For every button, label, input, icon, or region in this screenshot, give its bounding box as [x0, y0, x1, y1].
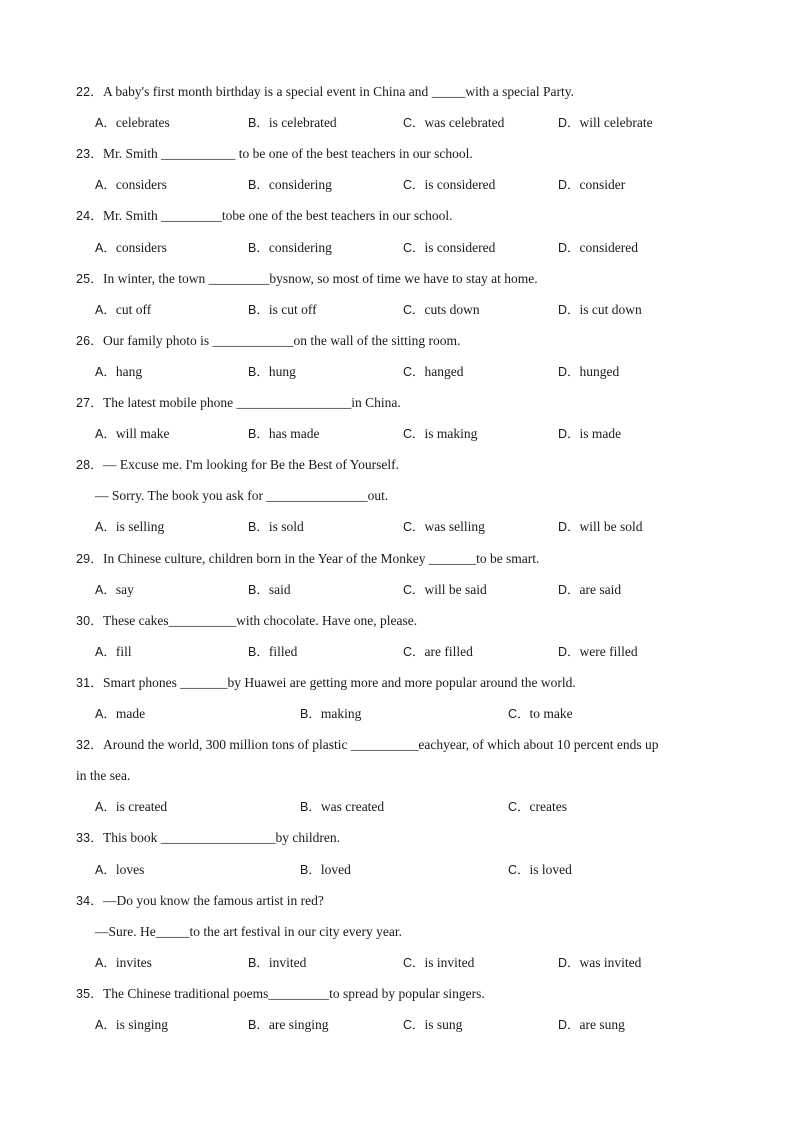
question-text: These cakes__________with chocolate. Have one, please.: [103, 612, 418, 628]
option-text: hanged: [424, 363, 464, 379]
answer-option[interactable]: [248, 114, 337, 132]
option-letter: B．: [248, 955, 269, 970]
option-letter: B．: [248, 427, 269, 442]
option-letter: C．: [403, 1018, 425, 1032]
option-text: is cut down: [579, 301, 642, 317]
option-text: are filled: [424, 643, 473, 659]
question-number: 33．: [76, 831, 104, 846]
option-text: is made: [579, 426, 622, 442]
answer-option[interactable]: [558, 363, 619, 381]
option-letter: A．: [95, 364, 116, 379]
question-stem: [76, 736, 658, 754]
option-text: was selling: [424, 519, 485, 535]
answer-option[interactable]: [95, 954, 152, 972]
option-letter: A．: [95, 707, 116, 721]
option-letter: B．: [248, 116, 269, 131]
option-text: considers: [115, 177, 167, 193]
answer-option[interactable]: [248, 425, 319, 443]
option-letter: B．: [248, 1018, 269, 1032]
answer-option[interactable]: [248, 363, 296, 381]
question-text: Mr. Smith ___________ to be one of the best teachers in our school.: [103, 146, 473, 162]
option-text: will be said: [424, 581, 487, 597]
option-text: is created: [115, 799, 168, 815]
question-text: Our family photo is ____________on the wall of the sitting room.: [103, 332, 461, 348]
option-letter: A．: [95, 302, 116, 317]
answer-option[interactable]: [95, 581, 134, 599]
question-number: 32．: [76, 738, 104, 753]
option-text: celebrates: [115, 115, 170, 131]
option-letter: A．: [95, 955, 116, 970]
option-letter: B．: [248, 364, 269, 379]
answer-option[interactable]: [558, 301, 642, 319]
question-text: — Excuse me. I'm looking for Be the Best of Yourself.: [103, 457, 400, 473]
question-text: Around the world, 300 million tons of plastic __________eachyear, of which about 10 percent ends up: [103, 737, 659, 753]
option-letter: A．: [95, 582, 116, 597]
option-letter: C．: [403, 582, 425, 597]
option-letter: C．: [403, 302, 425, 317]
option-text: say: [115, 581, 134, 597]
option-text: invites: [115, 954, 152, 970]
option-letter: C．: [403, 178, 425, 193]
option-letter: C．: [508, 707, 530, 721]
question-text: Mr. Smith _________tobe one of the best teachers in our school.: [103, 208, 453, 224]
question-number: 29．: [76, 551, 104, 566]
option-letter: A．: [95, 427, 116, 442]
answer-option[interactable]: [248, 1016, 328, 1034]
answer-option[interactable]: [248, 518, 304, 536]
option-text: is sung: [424, 1017, 463, 1032]
option-letter: B．: [248, 302, 269, 317]
question-stem: [76, 829, 340, 847]
answer-option[interactable]: [95, 363, 142, 381]
option-text: hang: [115, 363, 143, 379]
answer-option[interactable]: [95, 301, 151, 319]
option-text: considering: [268, 177, 332, 193]
option-text: invited: [268, 954, 307, 970]
answer-option[interactable]: [95, 518, 164, 536]
option-letter: C．: [403, 116, 425, 131]
answer-option[interactable]: [95, 1016, 168, 1034]
option-text: is invited: [424, 954, 475, 970]
option-letter: A．: [95, 644, 116, 659]
answer-option[interactable]: [95, 643, 132, 661]
question-stem: [76, 270, 538, 288]
answer-option[interactable]: [248, 176, 332, 194]
question-number: 27．: [76, 396, 104, 410]
option-letter: C．: [403, 427, 425, 442]
option-text: considered: [579, 239, 639, 255]
option-text: is considered: [424, 239, 496, 255]
option-letter: C．: [403, 240, 425, 255]
option-text: hung: [268, 363, 296, 379]
option-text: filled: [268, 643, 298, 659]
option-text: is considered: [424, 177, 496, 193]
answer-option[interactable]: [508, 705, 573, 723]
option-letter: D．: [558, 178, 580, 193]
answer-option[interactable]: [95, 425, 169, 443]
option-text: is sold: [268, 519, 304, 535]
answer-option[interactable]: [95, 861, 144, 879]
option-letter: D．: [558, 302, 580, 317]
option-text: were filled: [579, 643, 638, 659]
answer-option[interactable]: [95, 239, 167, 257]
option-letter: B．: [300, 800, 321, 815]
answer-option[interactable]: [300, 705, 361, 723]
question-number: 30．: [76, 613, 104, 628]
answer-option[interactable]: [248, 239, 332, 257]
option-letter: A．: [95, 116, 116, 131]
question-continuation: in the sea.: [76, 768, 131, 784]
question-stem: [76, 892, 324, 910]
option-letter: B．: [300, 707, 321, 721]
answer-option[interactable]: [95, 705, 145, 723]
option-text: will be sold: [579, 519, 643, 535]
question-stem: [76, 145, 473, 163]
option-text: considers: [115, 239, 167, 255]
option-letter: D．: [558, 582, 580, 597]
answer-option[interactable]: [558, 954, 641, 972]
option-letter: D．: [558, 427, 580, 442]
option-letter: C．: [508, 800, 530, 815]
question-number: 25．: [76, 271, 104, 286]
question-stem: [76, 550, 539, 568]
answer-option[interactable]: [558, 1016, 625, 1034]
option-text: will make: [115, 426, 170, 442]
question-number: 31．: [76, 675, 104, 690]
answer-option[interactable]: [248, 643, 297, 661]
answer-option[interactable]: [248, 954, 306, 972]
option-text: are said: [579, 581, 622, 597]
answer-option[interactable]: [558, 239, 638, 257]
question-continuation: —Sure. He_____to the art festival in our city every year.: [95, 923, 403, 939]
question-text: —Do you know the famous artist in red?: [103, 892, 324, 908]
option-text: was invited: [579, 954, 642, 970]
answer-option[interactable]: [403, 581, 487, 599]
option-text: has made: [268, 426, 320, 442]
option-letter: A．: [95, 1018, 116, 1032]
option-letter: B．: [300, 862, 321, 877]
question-stem: [76, 612, 417, 630]
question-number: 34．: [76, 893, 104, 908]
option-text: consider: [579, 177, 626, 193]
option-text: hunged: [579, 363, 620, 379]
question-number: 28．: [76, 458, 104, 473]
answer-option[interactable]: [558, 581, 621, 599]
question-text: This book _________________by children.: [103, 830, 340, 846]
answer-option[interactable]: [403, 239, 495, 257]
option-text: considering: [268, 239, 332, 255]
answer-option[interactable]: [403, 643, 473, 661]
question-text: In winter, the town _________bysnow, so most of time we have to stay at home.: [103, 270, 538, 286]
question-number: 26．: [76, 333, 104, 348]
question-number: 22．: [76, 85, 104, 99]
question-number: 24．: [76, 209, 104, 224]
answer-option[interactable]: [403, 114, 504, 132]
answer-option[interactable]: [300, 798, 384, 816]
option-text: said: [268, 581, 291, 597]
option-letter: C．: [403, 955, 425, 970]
option-letter: C．: [403, 644, 425, 659]
answer-option[interactable]: [508, 861, 572, 879]
answer-option[interactable]: [95, 176, 167, 194]
question-stem: [76, 394, 401, 412]
option-text: creates: [529, 799, 567, 815]
option-text: is loved: [529, 861, 572, 877]
question-number: 23．: [76, 147, 104, 162]
question-continuation: — Sorry. The book you ask for _______________out.: [95, 488, 389, 504]
option-letter: B．: [248, 240, 269, 255]
question-number: 35．: [76, 986, 104, 1001]
option-letter: A．: [95, 178, 116, 193]
answer-option[interactable]: [558, 643, 638, 661]
option-letter: D．: [558, 240, 580, 255]
answer-option[interactable]: [508, 798, 567, 816]
option-letter: C．: [403, 364, 425, 379]
answer-option[interactable]: [403, 301, 480, 319]
option-letter: C．: [403, 520, 425, 535]
option-text: are singing: [268, 1017, 329, 1032]
option-text: is cut off: [268, 301, 317, 317]
answer-option[interactable]: [403, 518, 485, 536]
question-stem: [76, 83, 574, 101]
option-text: is singing: [115, 1017, 168, 1032]
option-text: fill: [115, 643, 132, 659]
answer-option[interactable]: [95, 798, 167, 816]
question-stem: [76, 456, 399, 474]
option-text: making: [320, 706, 362, 721]
answer-option[interactable]: [558, 114, 653, 132]
option-text: is selling: [115, 519, 165, 535]
option-text: is celebrated: [268, 115, 337, 131]
option-letter: D．: [558, 955, 580, 970]
answer-option[interactable]: [248, 301, 317, 319]
option-letter: B．: [248, 644, 269, 659]
answer-option[interactable]: [95, 114, 170, 132]
option-letter: B．: [248, 582, 269, 597]
question-text: A baby's first month birthday is a special event in China and _____with a special Party.: [103, 84, 574, 99]
answer-option[interactable]: [558, 518, 643, 536]
answer-option[interactable]: [403, 363, 464, 381]
answer-option[interactable]: [300, 861, 351, 879]
answer-option[interactable]: [403, 1016, 462, 1034]
option-text: cuts down: [424, 301, 480, 317]
answer-option[interactable]: [248, 581, 291, 599]
option-letter: D．: [558, 644, 580, 659]
option-text: is making: [424, 426, 478, 442]
question-text: The latest mobile phone _________________in China.: [103, 395, 401, 410]
option-text: will celebrate: [579, 115, 653, 131]
answer-option[interactable]: [403, 176, 495, 194]
option-letter: A．: [95, 520, 116, 535]
answer-option[interactable]: [403, 425, 477, 443]
option-letter: B．: [248, 178, 269, 193]
option-text: loves: [115, 861, 145, 877]
question-stem: [76, 207, 452, 225]
answer-option[interactable]: [558, 176, 625, 194]
option-letter: A．: [95, 862, 116, 877]
option-letter: D．: [558, 116, 580, 131]
option-letter: D．: [558, 1018, 580, 1032]
option-text: loved: [320, 861, 351, 877]
question-text: Smart phones _______by Huawei are getting more and more popular around the world.: [103, 674, 576, 690]
option-text: are sung: [579, 1017, 625, 1032]
question-stem: [76, 985, 485, 1003]
answer-option[interactable]: [558, 425, 621, 443]
option-letter: B．: [248, 520, 269, 535]
answer-option[interactable]: [403, 954, 474, 972]
option-letter: D．: [558, 520, 580, 535]
option-letter: D．: [558, 364, 580, 379]
option-text: to make: [529, 706, 573, 721]
question-text: In Chinese culture, children born in the Year of the Monkey _______to be smart.: [103, 550, 540, 566]
option-text: cut off: [115, 301, 152, 317]
question-text: The Chinese traditional poems_________to spread by popular singers.: [103, 985, 485, 1001]
option-letter: A．: [95, 800, 116, 815]
option-letter: C．: [508, 862, 530, 877]
option-text: was celebrated: [424, 115, 505, 131]
question-stem: [76, 332, 460, 350]
option-text: made: [115, 706, 146, 721]
option-letter: A．: [95, 240, 116, 255]
option-text: was created: [320, 799, 385, 815]
question-stem: [76, 674, 576, 692]
